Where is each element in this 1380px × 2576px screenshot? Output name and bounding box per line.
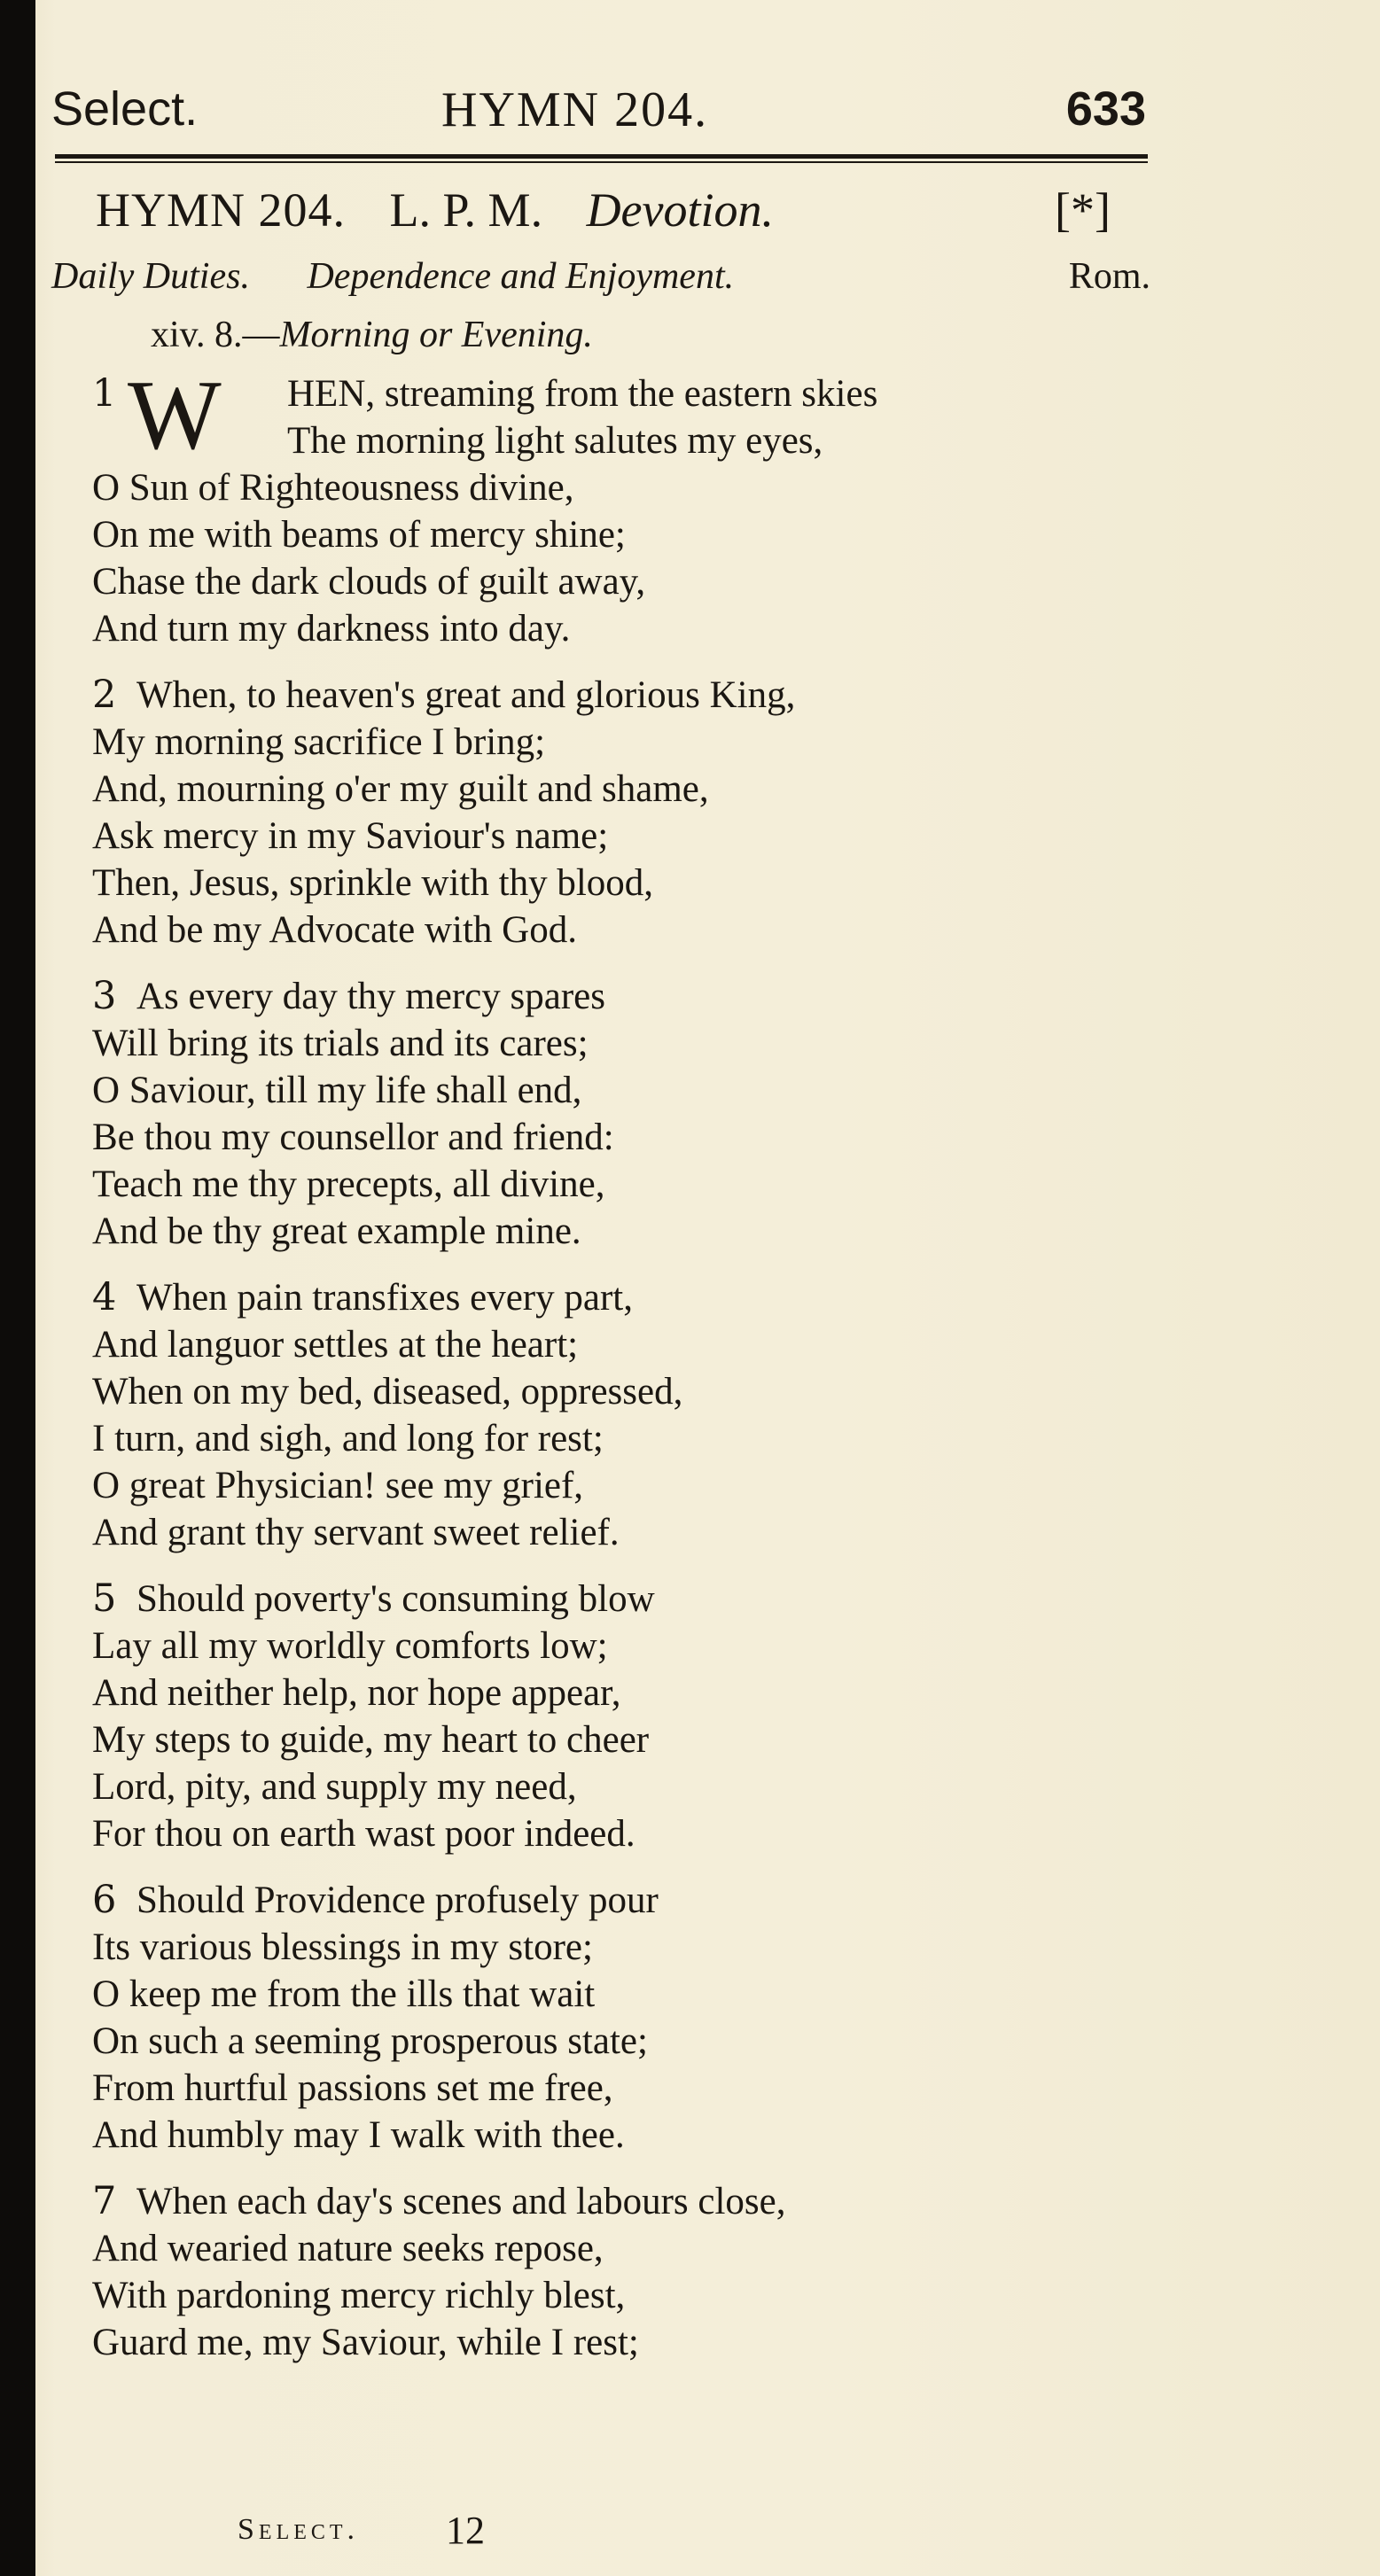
hymn-subject-line — [51, 255, 1150, 298]
hymn-reference-a: Rom. — [1068, 256, 1150, 297]
verse-number: 5 — [92, 1576, 117, 1621]
running-head-section: Select. — [51, 82, 199, 136]
verse-line: HEN, streaming from the eastern skies — [287, 373, 878, 415]
verse-number: 4 — [92, 1275, 117, 1319]
hymn-title: HYMN 204. — [96, 183, 347, 237]
hymn-heading — [96, 183, 1159, 237]
verse-line: And turn my darkness into day. — [92, 608, 571, 650]
verse-line: And be thy great example mine. — [92, 1210, 581, 1252]
hymn-mark: [*] — [1055, 183, 1111, 237]
verse-line: My steps to guide, my heart to cheer — [92, 1719, 650, 1761]
hymn-subject-a: Daily Duties. — [51, 256, 250, 297]
hymn-reference-b: xiv. 8.— — [151, 315, 280, 355]
running-header — [51, 82, 1146, 152]
verse-line: When pain transfixes every part, — [136, 1277, 633, 1319]
verse-line: O Sun of Righteousness divine, — [92, 467, 574, 509]
verse-line: When each day's scenes and labours close, — [136, 2181, 786, 2222]
verse-number: 1 — [92, 371, 117, 416]
verse-line: My morning sacrifice I bring; — [92, 721, 546, 763]
verse — [92, 672, 1156, 953]
hymn-subject-b: Dependence and Enjoyment. — [307, 256, 735, 297]
verse-line: On me with beams of mercy shine; — [92, 514, 626, 556]
verse-line: When on my bed, diseased, oppressed, — [92, 1371, 683, 1413]
verse-line: Chase the dark clouds of guilt away, — [92, 561, 646, 603]
verse-line: As every day thy mercy spares — [136, 976, 605, 1017]
verse-line: And languor settles at the heart; — [92, 1324, 579, 1366]
verse-line: Should Providence profusely pour — [136, 1879, 659, 1921]
verse-line: Guard me, my Saviour, while I rest; — [92, 2322, 639, 2363]
verse-number: 2 — [92, 673, 117, 717]
verse-line: The morning light salutes my eyes, — [287, 420, 823, 462]
verse-line: O great Physician! see my grief, — [92, 1465, 584, 1506]
hymn-meter: L. P. M. — [389, 183, 543, 237]
verse-line: And, mourning o'er my guilt and shame, — [92, 768, 709, 810]
verse-line: And neither help, nor hope appear, — [92, 1672, 621, 1714]
verse — [92, 361, 1156, 652]
verse-line: When, to heaven's great and glorious King, — [136, 674, 796, 716]
hymn-subject-line-2 — [151, 314, 593, 356]
verse-line: Ask mercy in my Saviour's name; — [92, 815, 609, 857]
signature-footer — [238, 2509, 681, 2566]
signature-number: 12 — [446, 2509, 485, 2552]
verse-line: On such a seeming prosperous state; — [92, 2020, 648, 2062]
verse-line: Teach me thy precepts, all divine, — [92, 1163, 605, 1205]
verse-line: And grant thy servant sweet relief. — [92, 1512, 620, 1553]
verse-line: Will bring its trials and its cares; — [92, 1023, 589, 1064]
verse-line: O keep me from the ills that wait — [92, 1973, 596, 2015]
verse-line: With pardoning mercy richly blest, — [92, 2275, 626, 2316]
hymn-verses — [92, 361, 1156, 2385]
verse-line: And be my Advocate with God. — [92, 909, 577, 951]
verse-number: 7 — [92, 2179, 117, 2223]
verse-line: Should poverty's consuming blow — [136, 1578, 655, 1620]
verse — [92, 1877, 1156, 2159]
verse — [92, 973, 1156, 1255]
verse — [92, 2178, 1156, 2366]
verse-line: Lord, pity, and supply my need, — [92, 1766, 577, 1808]
verse-line: And wearied nature seeks repose, — [92, 2228, 604, 2269]
running-head-hymn: HYMN 204. — [441, 82, 709, 137]
drop-cap: W — [128, 361, 222, 471]
page-number: 633 — [1065, 82, 1146, 136]
page-binding-edge — [0, 0, 35, 2576]
verse-line: For thou on earth wast poor indeed. — [92, 1813, 635, 1855]
signature-label: Select. — [238, 2513, 360, 2546]
verse-line: Lay all my worldly comforts low; — [92, 1625, 608, 1667]
verse-line: Its various blessings in my store; — [92, 1926, 593, 1968]
verse-line: I turn, and sigh, and long for rest; — [92, 1418, 604, 1459]
verse-line: From hurtful passions set me free, — [92, 2067, 613, 2109]
verse-number: 3 — [92, 974, 117, 1018]
verse — [92, 1576, 1156, 1857]
hymn-occasion: Morning or Evening. — [279, 315, 593, 355]
hymn-topic: Devotion. — [586, 183, 775, 237]
verse — [92, 1274, 1156, 1556]
verse-line: And humbly may I walk with thee. — [92, 2114, 625, 2156]
verse-line: O Saviour, till my life shall end, — [92, 1070, 582, 1111]
header-rule — [55, 154, 1148, 163]
verse-line: Then, Jesus, sprinkle with thy blood, — [92, 862, 654, 904]
verse-line: Be thou my counsellor and friend: — [92, 1117, 614, 1158]
verse-number: 6 — [92, 1878, 117, 1922]
